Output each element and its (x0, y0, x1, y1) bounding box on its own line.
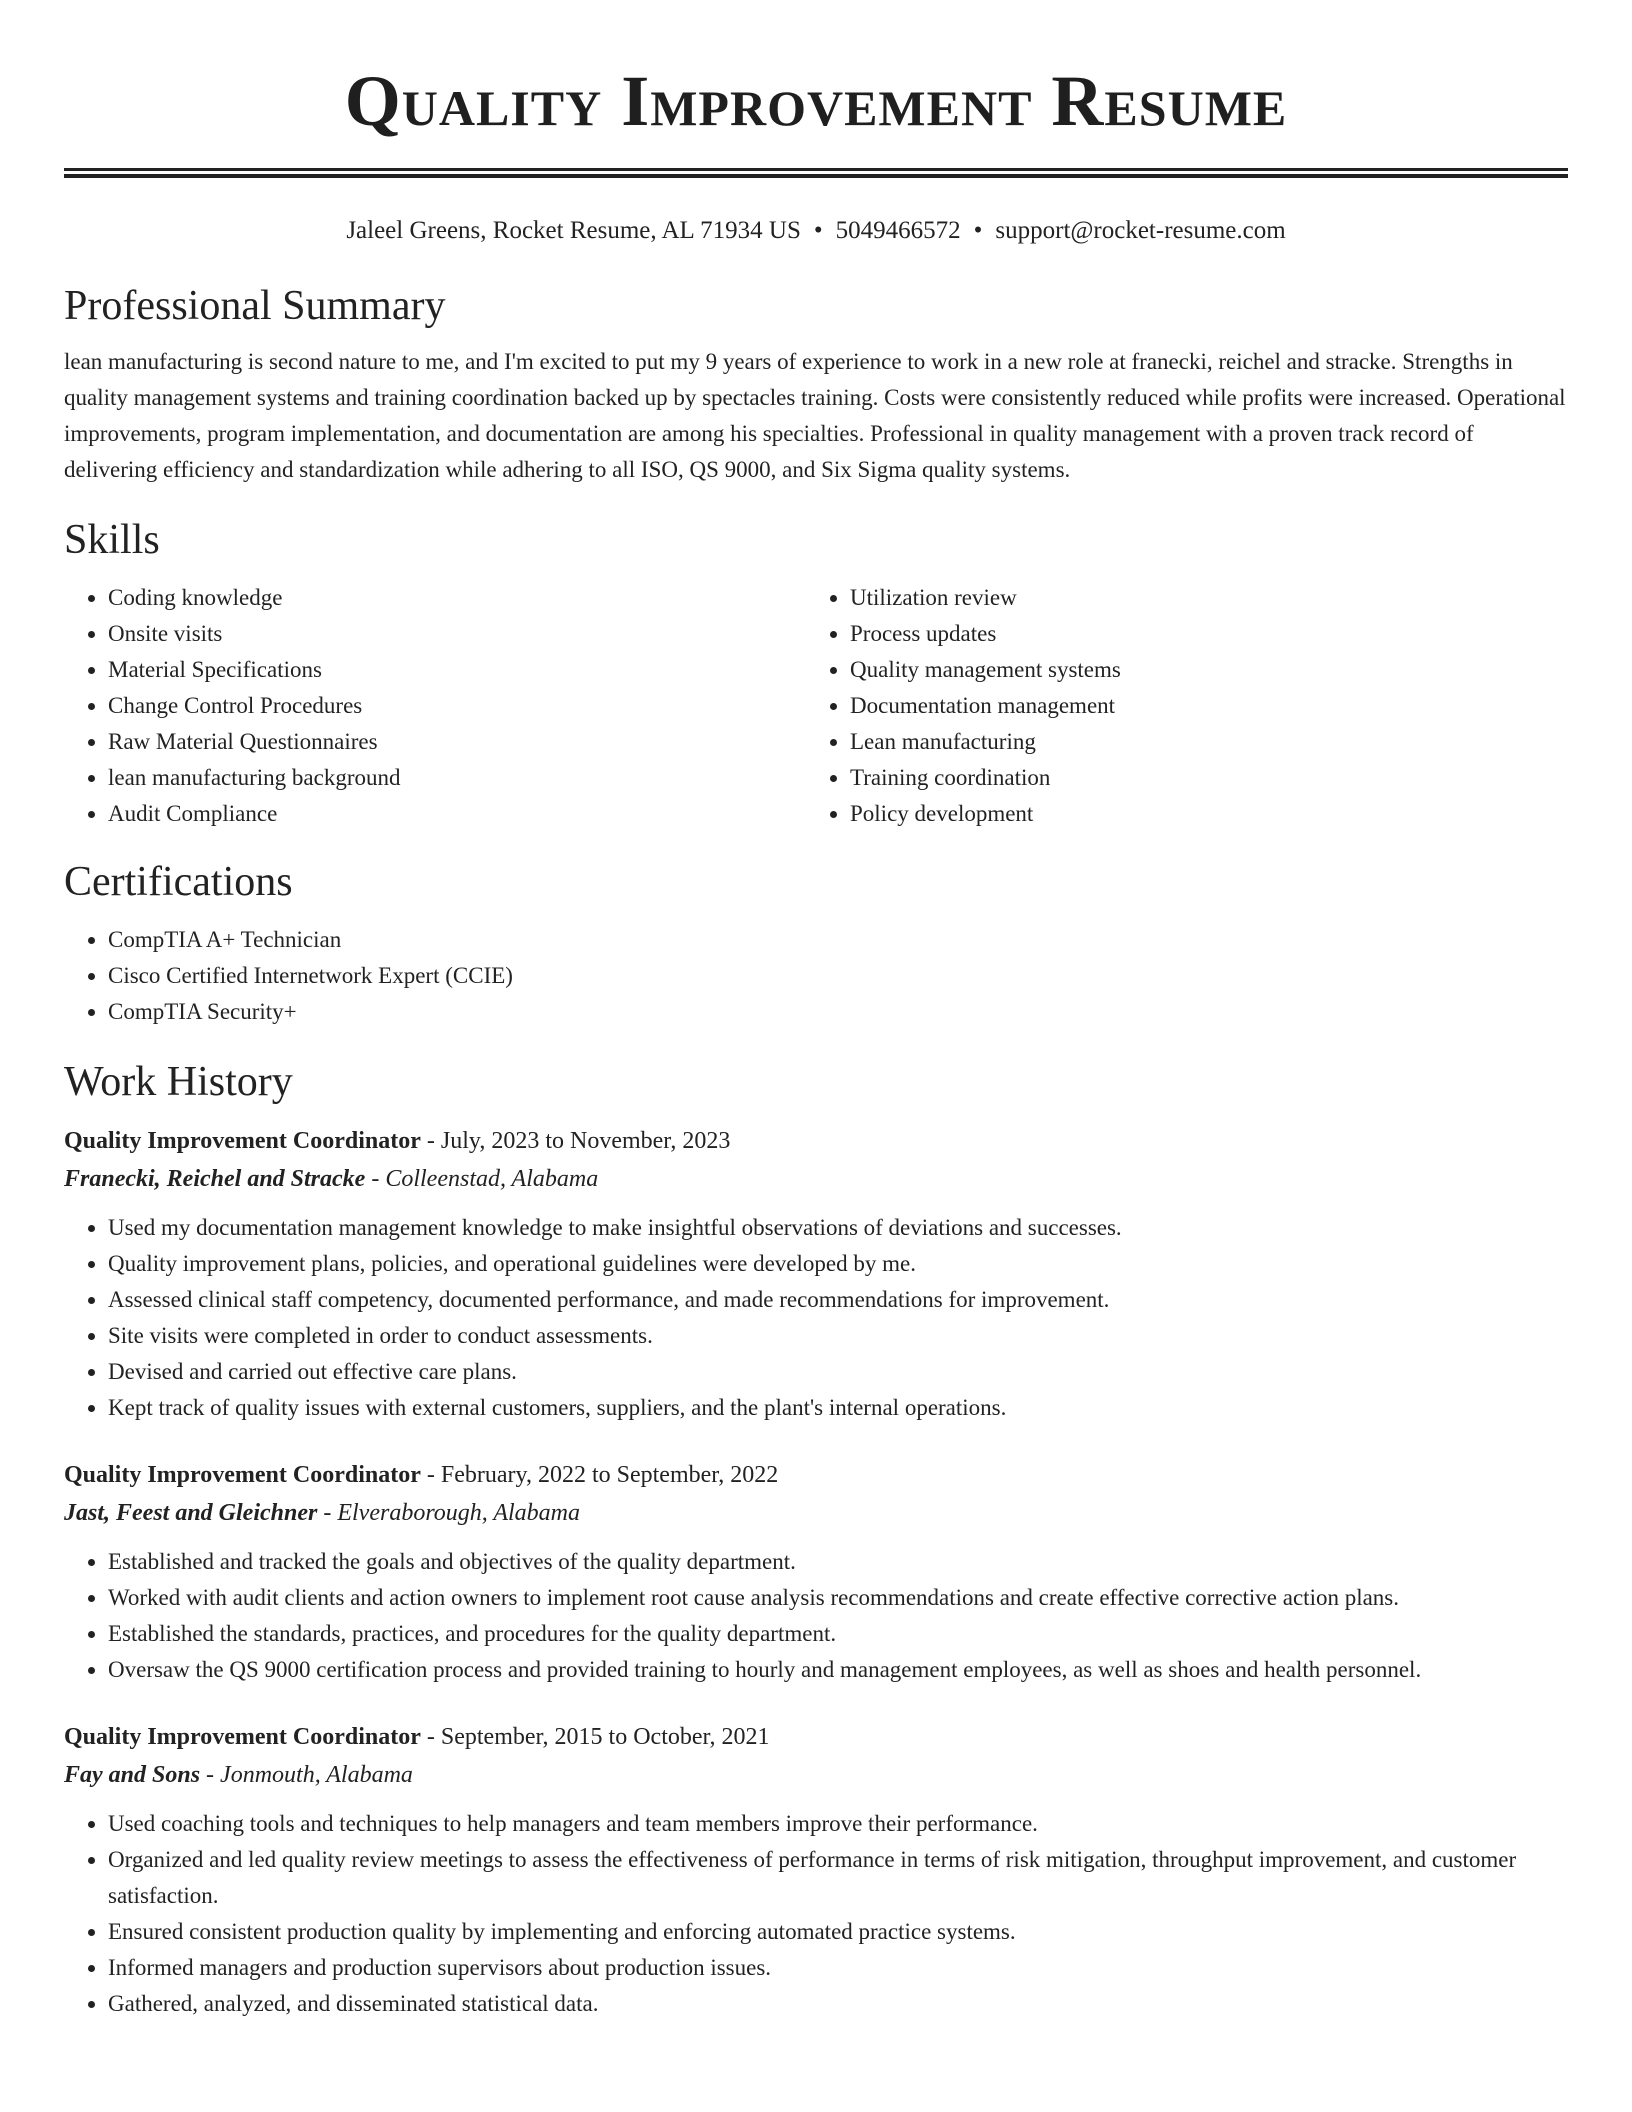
job-entry (64, 1718, 1568, 2022)
skill-item: • Change Control Procedures (108, 688, 806, 724)
title-divider (64, 168, 1568, 178)
job-title-line (64, 1456, 1568, 1494)
job-bullets (64, 1544, 1568, 1688)
skill-item: • Lean manufacturing (850, 724, 1548, 760)
skills-column-left (64, 580, 806, 832)
job-title-line (64, 1718, 1568, 1756)
job-dates: February, 2022 to September, 2022 (440, 1462, 779, 1488)
skill-item: • Onsite visits (108, 616, 806, 652)
skill-item: • Utilization review (850, 580, 1548, 616)
certification-item: • Cisco Certified Internetwork Expert (CCIE) (108, 958, 1568, 994)
job-bullet: • Devised and carried out effective care plans. (108, 1354, 1568, 1390)
skills-list-left (64, 580, 806, 832)
job-location: Elveraborough, Alabama (337, 1500, 580, 1526)
job-bullet: • Established the standards, practices, and procedures for the quality department. (108, 1616, 1568, 1652)
skill-item: • Training coordination (850, 760, 1548, 796)
job-bullets (64, 1806, 1568, 2022)
contact-phone: 5049466572 (835, 217, 961, 244)
contact-separator: • (813, 217, 823, 244)
work-history-section (64, 1056, 1568, 2022)
skills-section (64, 514, 1568, 832)
job-title: Quality Improvement Coordinator (64, 1128, 421, 1154)
skill-item: • lean manufacturing background (108, 760, 806, 796)
job-company: Fay and Sons (64, 1762, 201, 1788)
job-bullets (64, 1210, 1568, 1426)
skill-item: • Quality management systems (850, 652, 1548, 688)
contact-line (64, 214, 1568, 248)
job-dates: September, 2015 to October, 2021 (440, 1724, 770, 1750)
job-company-line (64, 1756, 1568, 1794)
summary-text: lean manufacturing is second nature to me, and I'm excited to put my 9 years of experience to work in a new role at franecki, reichel and stracke. Strengths in quality management systems and training coordination backed up by spectacles training. Costs were consistently reduced while profits were increased. Operational improvements, program implementation, and documentation are among his specialties. Professional in quality management with a proven track record of delivering efficiency and standardization while adhering to all ISO, QS 9000, and Six Sigma quality systems. (64, 349, 1566, 482)
job-company-line (64, 1494, 1568, 1532)
job-dash: - (426, 1128, 435, 1154)
job-location: Jonmouth, Alabama (220, 1762, 413, 1788)
certification-item: • CompTIA Security+ (108, 994, 1568, 1030)
skill-item: • Raw Material Questionnaires (108, 724, 806, 760)
skills-column-right (806, 580, 1548, 832)
skill-item: • Audit Compliance (108, 796, 806, 832)
job-dates: July, 2023 to November, 2023 (440, 1128, 731, 1154)
summary-heading: Professional Summary (64, 283, 446, 329)
job-dash: - (371, 1166, 380, 1192)
job-company: Franecki, Reichel and Stracke (64, 1166, 366, 1192)
skill-item: • Documentation management (850, 688, 1548, 724)
skills-grid (64, 580, 1568, 832)
job-bullet: • Kept track of quality issues with external customers, suppliers, and the plant's internal operations. (108, 1390, 1568, 1426)
contact-email: support@rocket-resume.com (995, 217, 1286, 244)
job-company: Jast, Feest and Gleichner (64, 1500, 318, 1526)
job-dash: - (206, 1762, 215, 1788)
resume-page (64, 0, 1568, 2022)
job-title: Quality Improvement Coordinator (64, 1462, 421, 1488)
summary-section (64, 280, 1568, 488)
job-entry (64, 1456, 1568, 1688)
job-title: Quality Improvement Coordinator (64, 1724, 421, 1750)
page-title: Quality Improvement Resume (344, 61, 1288, 141)
job-bullet: • Gathered, analyzed, and disseminated statistical data. (108, 1986, 1568, 2022)
job-bullet: • Established and tracked the goals and objectives of the quality department. (108, 1544, 1568, 1580)
job-bullet: • Worked with audit clients and action owners to implement root cause analysis recommendations and create effective corrective action plans. (108, 1580, 1568, 1616)
job-bullet: • Site visits were completed in order to conduct assessments. (108, 1318, 1568, 1354)
job-dash: - (323, 1500, 332, 1526)
job-bullet: • Quality improvement plans, policies, and operational guidelines were developed by me. (108, 1246, 1568, 1282)
job-bullet: • Informed managers and production supervisors about production issues. (108, 1950, 1568, 1986)
job-bullet: • Organized and led quality review meetings to assess the effectiveness of performance in terms of risk mitigation, throughput improvement, and customer satisfaction. (108, 1842, 1568, 1914)
skill-item: • Coding knowledge (108, 580, 806, 616)
skill-item: • Process updates (850, 616, 1548, 652)
certifications-section (64, 856, 1568, 1030)
work-history-heading: Work History (64, 1059, 293, 1105)
job-bullet: • Oversaw the QS 9000 certification process and provided training to hourly and management employees, as well as shoes and health personnel. (108, 1652, 1568, 1688)
skills-list-right (806, 580, 1548, 832)
certification-item: • CompTIA A+ Technician (108, 922, 1568, 958)
job-location: Colleenstad, Alabama (385, 1166, 599, 1192)
job-bullet: • Ensured consistent production quality by implementing and enforcing automated practice systems. (108, 1914, 1568, 1950)
skills-heading: Skills (64, 517, 160, 563)
job-dash: - (426, 1462, 435, 1488)
job-bullet: • Assessed clinical staff competency, documented performance, and made recommendations for improvement. (108, 1282, 1568, 1318)
job-bullet: • Used coaching tools and techniques to help managers and team members improve their performance. (108, 1806, 1568, 1842)
job-company-line (64, 1160, 1568, 1198)
skill-item: • Material Specifications (108, 652, 806, 688)
certifications-list (64, 922, 1568, 1030)
job-bullet: • Used my documentation management knowledge to make insightful observations of deviations and successes. (108, 1210, 1568, 1246)
job-title-line (64, 1122, 1568, 1160)
job-entry (64, 1122, 1568, 1426)
skill-item: • Policy development (850, 796, 1548, 832)
certifications-heading: Certifications (64, 859, 293, 905)
contact-address: Jaleel Greens, Rocket Resume, AL 71934 US (346, 217, 801, 244)
job-dash: - (426, 1724, 435, 1750)
contact-separator: • (973, 217, 983, 244)
